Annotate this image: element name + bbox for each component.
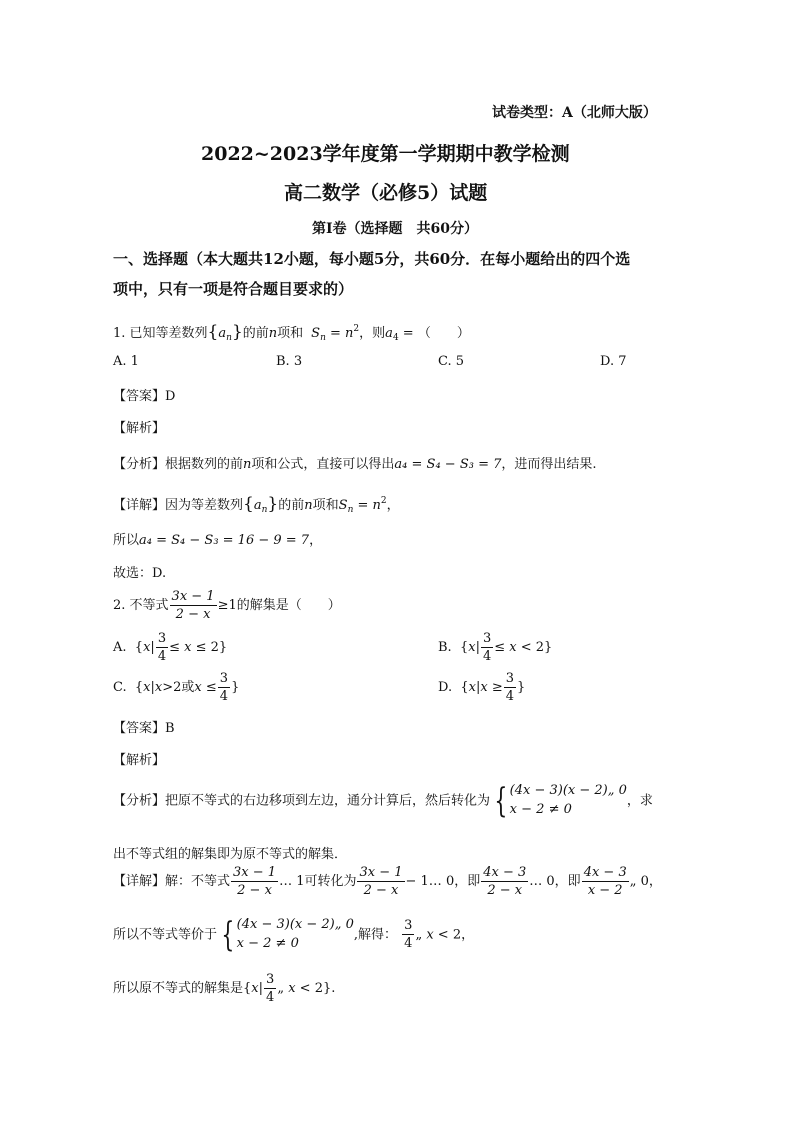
q2-analysis-label: 【解析】	[113, 753, 166, 768]
q2-fenxi-line2: 出不等式组的解集即为原不等式的解集．	[113, 847, 348, 862]
question-1-stem: 1. 已知等差数列$\{a_n\}$的前n项和 $S_n = n^2$，则$a_4$ = （ ）	[113, 322, 470, 343]
q1-xiangjie: 【详解】因为等差数列$\{a_n\}$的前n项和$S_n = n^2$，	[113, 494, 400, 515]
q1-analysis-label: 【解析】	[113, 421, 166, 436]
subject-title: 高二数学（必修5）试题	[284, 182, 488, 204]
q1-option-b: B. 3	[276, 354, 303, 369]
q1-answer: 【答案】D	[113, 389, 176, 404]
section-heading-line1: 一、选择题（本大题共12小题，每小题5分，共60分．在每小题给出的四个选	[113, 250, 631, 268]
exam-type-label: 试卷类型：A（北师大版）	[492, 105, 657, 121]
section-heading-line2: 项中，只有一项是符合题目要求的）	[113, 280, 354, 298]
q1-fenxi: 【分析】根据数列的前n项和公式，直接可以得出a₄ = S₄ − S₃ = 7，进而得出结果.	[113, 457, 597, 472]
q2-xiangjie: 【详解】解：不等式 $\frac{3x - 1}{2 - x}$ … 1可转化为 $\frac{3x - 1}{2 - x}$ − 1… 0，即 $\frac{4x - 3}{2 - x}$ … 0，即 $\frac{4x - 3}{x - 2}$ „ 0，	[113, 865, 662, 898]
q2-option-c: C. {x|x>2或x ≤ $\frac{3}{4}$ }	[113, 671, 240, 704]
q1-conclusion: 故选：D.	[113, 566, 167, 581]
question-2-stem: 2. 不等式 $\frac{3x - 1}{2 - x}$ ≥1的解集是（ ）	[113, 589, 341, 622]
q2-equivalent-line: 所以不等式等价于 { (4x − 3)(x − 2)„ 0 x − 2 ≠ 0 ,解得： $\frac{3}{4}$ „ x < 2，	[113, 914, 475, 955]
q1-option-a: A. 1	[113, 354, 139, 369]
q2-final-line: 所以原不等式的解集是{x| $\frac{3}{4}$ „ x < 2}.	[113, 972, 336, 1005]
q2-option-b: B. {x| $\frac{3}{4}$ ≤ x < 2}	[438, 631, 553, 664]
q1-so-line: 所以a₄ = S₄ − S₃ = 16 − 9 = 7，	[113, 533, 323, 548]
q2-option-d: D. {x|x ≥ $\frac{3}{4}$ }	[438, 671, 526, 704]
q2-fenxi: 【分析】把原不等式的右边移项到左边，通分计算后，然后转化为 { (4x − 3)(x − 2)„ 0 x − 2 ≠ 0 ，求	[113, 780, 653, 821]
part-title: 第Ⅰ卷（选择题 共60分）	[312, 221, 479, 237]
q2-answer: 【答案】B	[113, 721, 175, 736]
q1-option-c: C. 5	[438, 354, 465, 369]
q2-option-a: A. {x| $\frac{3}{4}$ ≤ x ≤ 2}	[113, 631, 228, 664]
q1-option-d: D. 7	[600, 354, 627, 369]
exam-title: 2022~2023学年度第一学期期中教学检测	[201, 143, 570, 165]
